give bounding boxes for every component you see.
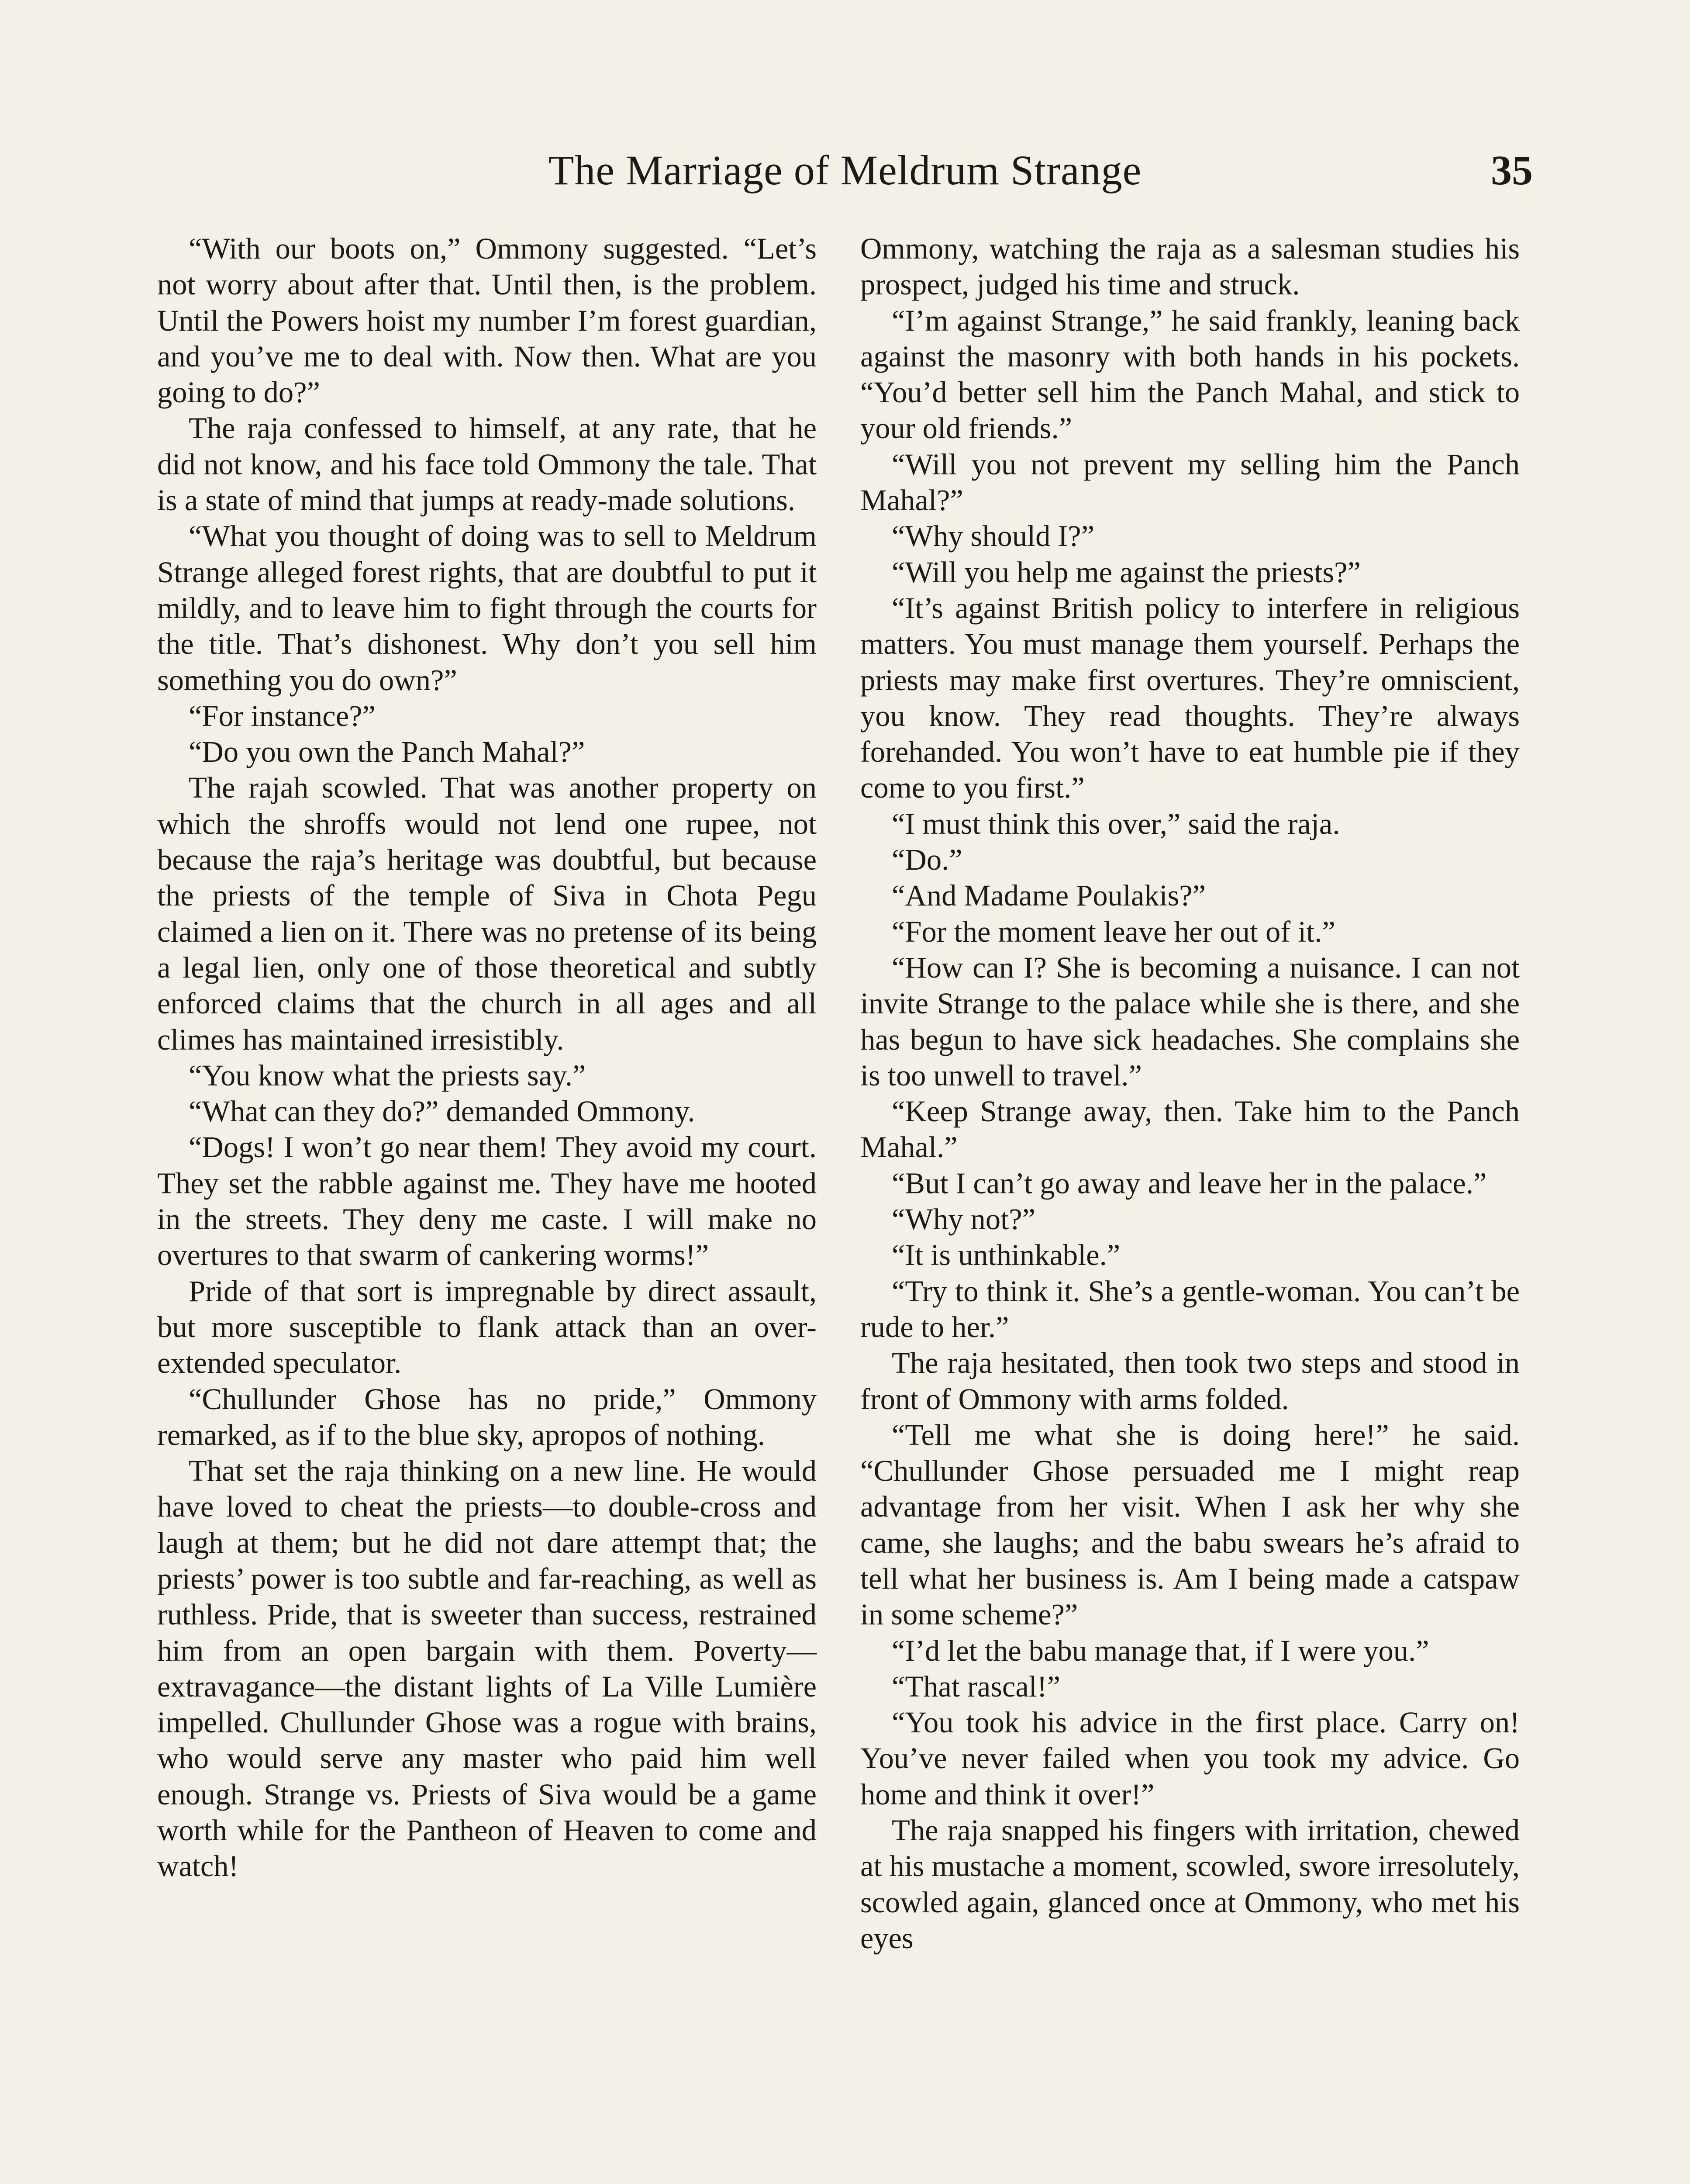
paragraph: “I’m against Strange,” he said frankly, leaning back against the masonry with both hands in his pockets. “You’d better sell him the Panch Mahal, and stick to your old friends.” xyxy=(860,304,1520,445)
paragraph: The raja hesitated, then took two steps and stood in front of Ommony with arms folded. xyxy=(860,1346,1520,1416)
paragraph: “Do you own the Panch Mahal?” xyxy=(189,735,585,769)
paragraph: “Dogs! I won’t go near them! They avoid my court. They set the rabble against me. They have me hooted in the streets. They deny me caste. I will make no overtures to that swarm of cankering worms!” xyxy=(157,1130,817,1272)
paragraph: “What can they do?” demanded Ommony. xyxy=(189,1095,695,1128)
paragraph: “What you thought of doing was to sell to Meldrum Strange alleged forest rights, that are doubtful to put it mildly, and to leave him to fight through the courts for the title. That’s dishonest. Why don’t you sell him something you do own?” xyxy=(157,519,817,697)
paragraph: “Will you help me against the priests?” xyxy=(892,555,1361,589)
left-column xyxy=(157,231,817,1884)
paragraph: The raja confessed to himself, at any rate, that he did not know, and his face told Ommony the tale. That is a state of mind that jumps at ready-made solutions. xyxy=(157,411,817,517)
paragraph: “I must think this over,” said the raja. xyxy=(892,807,1340,840)
paragraph: “Will you not prevent my selling him the Panch Mahal?” xyxy=(860,447,1520,517)
paragraph: The raja snapped his fingers with irritation, chewed at his mustache a moment, scowled, swore irresolutely, scowled again, glanced once at Ommony, who met his eyes xyxy=(860,1814,1520,1955)
paragraph: “You know what the priests say.” xyxy=(189,1058,586,1092)
paragraph: “Chullunder Ghose has no pride,” Ommony remarked, as if to the blue sky, apropos of nothing. xyxy=(157,1382,817,1451)
paragraph: The rajah scowled. That was another property on which the shroffs would not lend one rupee, not because the raja’s heritage was doubtful, but because the priests of the temple of Siva in Chota Pegu claimed a lien on it. There was no pretense of its being a legal lien, only one of those theoretical and subtly enforced claims that the church in all ages and all climes has maintained irresistibly. xyxy=(157,771,817,1056)
page-title: The Marriage of Meldrum Strange xyxy=(548,147,1142,194)
paragraph: “Try to think it. She’s a gentle-woman. You can’t be rude to her.” xyxy=(860,1274,1520,1344)
paragraph: “With our boots on,” Ommony suggested. “Let’s not worry about after that. Until then, is the problem. Until the Powers hoist my number I’m forest guardian, and you’ve me to deal with. Now then. What are you going to do?” xyxy=(157,232,817,409)
paragraph: Ommony, watching the raja as a salesman studies his prospect, judged his time and struck. xyxy=(860,232,1520,301)
paragraph: “For the moment leave her out of it.” xyxy=(892,915,1335,948)
running-head xyxy=(157,144,1533,205)
paragraph: “Why should I?” xyxy=(892,519,1095,553)
paragraph: “Keep Strange away, then. Take him to the Panch Mahal.” xyxy=(860,1095,1520,1164)
right-column xyxy=(860,231,1520,1956)
paragraph: “And Madame Poulakis?” xyxy=(892,879,1206,912)
paragraph: “I’d let the babu manage that, if I were you.” xyxy=(892,1634,1429,1667)
paragraph: “For instance?” xyxy=(189,699,376,733)
paragraph: “Tell me what she is doing here!” he said. “Chullunder Ghose persuaded me I might reap advantage from her visit. When I ask her why she came, she laughs; and the babu swears he’s afraid to tell what her business is. Am I being made a catspaw in some scheme?” xyxy=(860,1418,1520,1631)
paragraph: That set the raja thinking on a new line. He would have loved to cheat the priests—to double-cross and laugh at them; but he did not dare attempt that; the priests’ power is too subtle and far-reaching, as well as ruthless. Pride, that is sweeter than success, restrained him from an open bargain with them. Poverty—extravagance—the distant lights of La Ville Lumière impelled. Chullunder Ghose was a rogue with brains, who would serve any master who paid him well enough. Strange vs. Priests of Siva would be a game worth while for the Pantheon of Heaven to come and watch! xyxy=(157,1454,817,1883)
paragraph: “Do.” xyxy=(892,843,962,877)
paragraph: “You took his advice in the first place. Carry on! You’ve never failed when you took my advice. Go home and think it over!” xyxy=(860,1706,1520,1811)
paragraph: “That rascal!” xyxy=(892,1669,1060,1703)
paragraph: “How can I? She is becoming a nuisance. I can not invite Strange to the palace while she is there, and she has begun to have sick headaches. She complains she is too unwell to travel.” xyxy=(860,950,1520,1092)
paragraph: “Why not?” xyxy=(892,1203,1036,1236)
page-number: 35 xyxy=(1491,147,1533,194)
paragraph: “It is unthinkable.” xyxy=(892,1238,1121,1272)
paragraph: Pride of that sort is impregnable by direct assault, but more susceptible to flank attack than an over-extended speculator. xyxy=(157,1274,817,1380)
paragraph: “But I can’t go away and leave her in the palace.” xyxy=(892,1166,1487,1200)
paragraph: “It’s against British policy to interfere in religious matters. You must manage them yourself. Perhaps the priests may make first overtures. They’re omniscient, you know. They read thoughts. They’re always forehanded. You won’t have to eat humble pie if they come to you first.” xyxy=(860,591,1520,805)
